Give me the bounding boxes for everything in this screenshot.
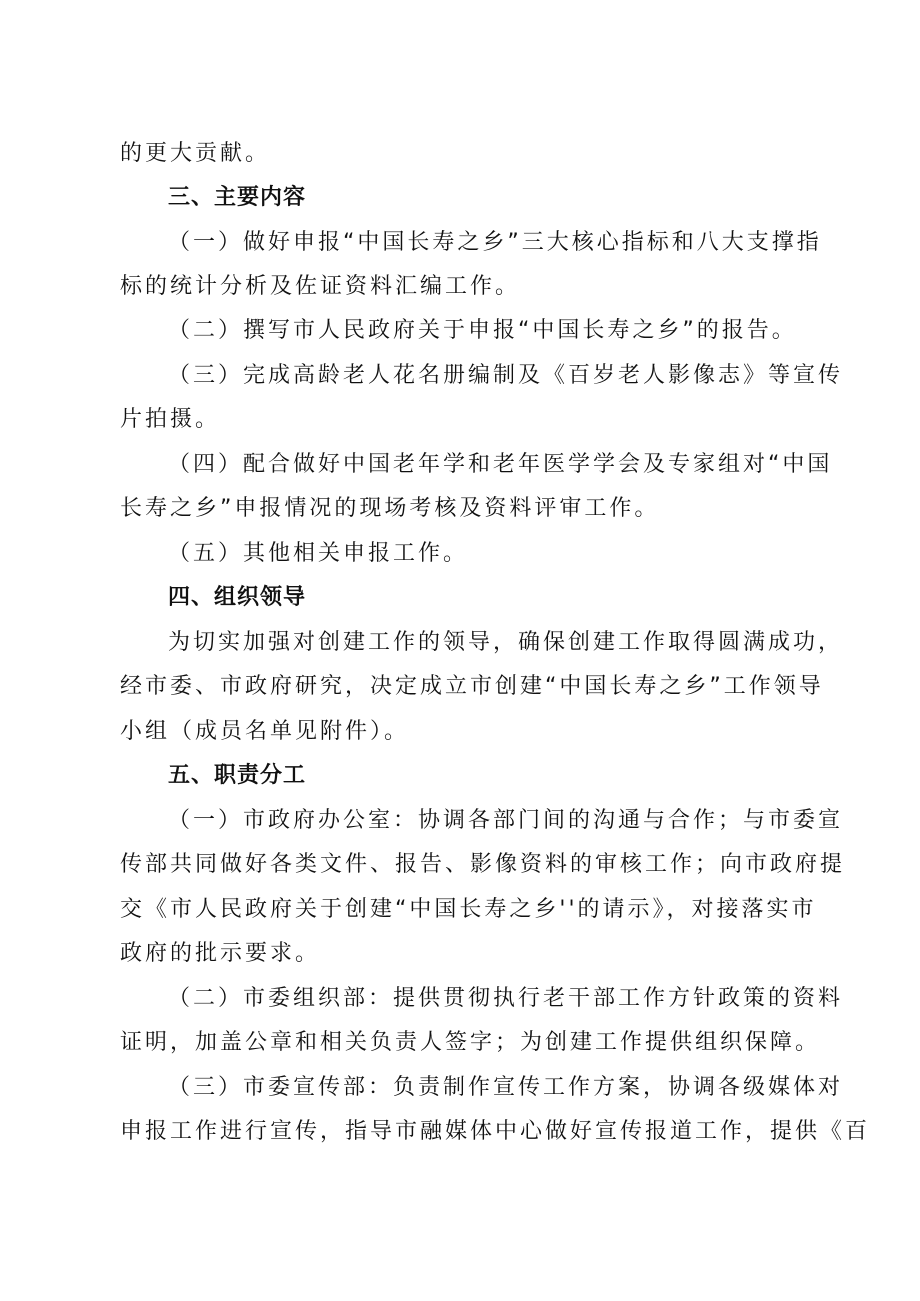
body-text-line: （一）做好申报“中国长寿之乡”三大核心指标和八大支撑指 [168,230,822,255]
body-text-line: （四）配合做好中国老年学和老年医学学会及专家组对“中国 [168,452,833,477]
body-text-line: （五）其他相关申报工作。 [168,541,469,566]
body-text-line: 交《市人民政府关于创建“中国长寿之乡''的请示》，对接落实市 [120,897,817,922]
section-heading-organization: 四、组织领导 [168,585,307,610]
body-text-line: 标的统计分析及佐证资料汇编工作。 [120,274,521,299]
body-text-line: 申报工作进行宣传，指导市融媒体中心做好宣传报道工作，提供《百 [120,1119,871,1144]
body-text-line: 为切实加强对创建工作的领导，确保创建工作取得圆满成功， [168,630,844,655]
body-text-line: （三）完成高龄老人花名册编制及《百岁老人影像志》等宣传 [168,363,844,388]
body-text-line: （三）市委宣传部：负责制作宣传工作方案，协调各级媒体对 [168,1075,844,1100]
body-text-line: （一）市政府办公室：协调各部门间的沟通与合作；与市委宣 [168,808,844,833]
body-text-line: 传部共同做好各类文件、报告、影像资料的审核工作；向市政府提 [120,852,846,877]
section-heading-responsibilities: 五、职责分工 [168,763,307,788]
body-text-line: （二）撰写市人民政府关于申报“中国长寿之乡”的报告。 [168,318,797,343]
body-text-line: 证明，加盖公章和相关负责人签字；为创建工作提供组织保障。 [120,1030,821,1055]
body-text-line: 的更大贡献。 [120,141,271,166]
section-heading-main-content: 三、主要内容 [168,185,307,210]
body-text-line: （二）市委组织部：提供贯彻执行老干部工作方针政策的资料 [168,986,844,1011]
body-text-line: 长寿之乡”申报情况的现场考核及资料评审工作。 [120,496,660,521]
body-text-line: 政府的批示要求。 [120,941,321,966]
body-text-line: 小组（成员名单见附件）。 [120,719,410,744]
body-text-line: 片拍摄。 [120,407,221,432]
body-text-line: 经市委、市政府研究，决定成立市创建“中国长寿之乡”工作领导 [120,674,824,699]
